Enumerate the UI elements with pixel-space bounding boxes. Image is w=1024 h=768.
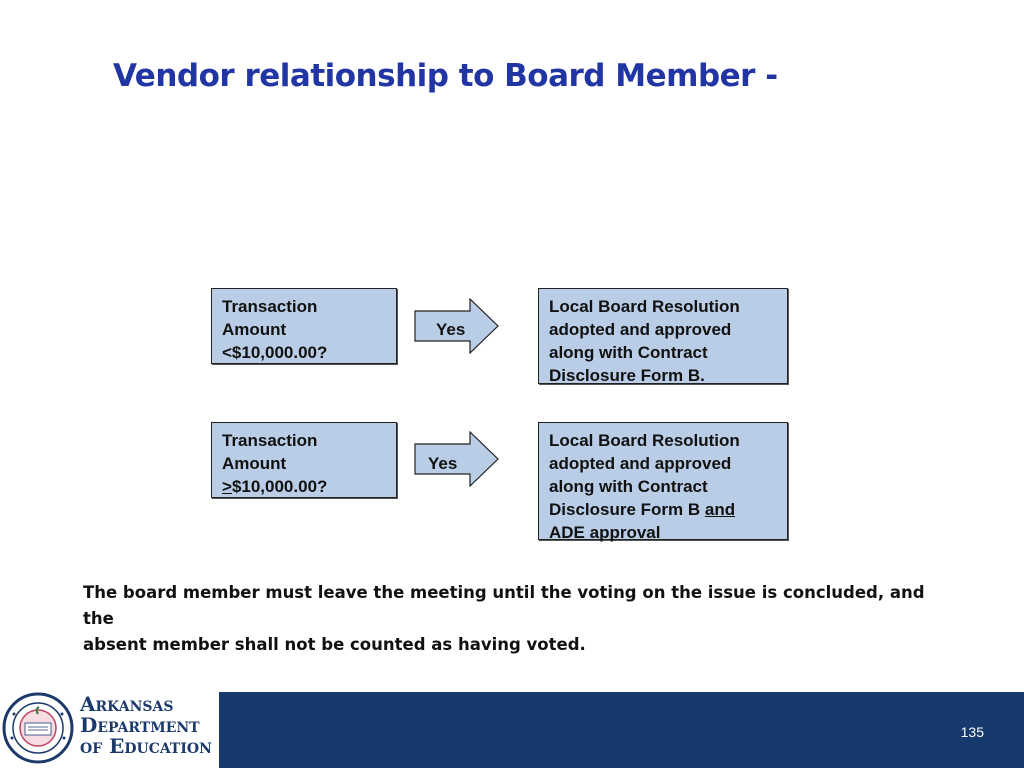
answer-line: along with Contract	[549, 343, 708, 362]
answer-text: Disclosure Form B	[549, 500, 705, 519]
ade-seal-icon	[2, 692, 74, 764]
answer-line: Local Board Resolution	[549, 297, 740, 316]
arrow-label: Yes	[436, 320, 466, 339]
ade-logo	[0, 686, 219, 768]
page-number: 135	[960, 724, 984, 740]
answer-box-row1	[538, 288, 788, 384]
answer-box-row2	[538, 422, 788, 540]
question-line: <$10,000.00?	[222, 343, 328, 362]
org-name-line: of Education	[80, 734, 212, 758]
answer-line: ADE approval	[549, 523, 661, 542]
question-box-10000-or-more	[211, 422, 397, 498]
note-line: The board member must leave the meeting until the voting on the issue is concluded, and the	[83, 583, 925, 628]
page-title: Vendor relationship to Board Member -	[113, 58, 778, 94]
answer-line	[549, 498, 777, 521]
arrow-label: Yes	[428, 454, 458, 473]
greater-equal-symbol: >	[222, 477, 232, 496]
answer-line: along with Contract	[549, 477, 708, 496]
question-line	[222, 475, 386, 498]
answer-line: adopted and approved	[549, 454, 732, 473]
question-amount: $10,000.00?	[231, 477, 328, 496]
org-name	[80, 694, 212, 757]
org-name-line: Arkansas	[80, 692, 174, 716]
question-line: Transaction	[222, 297, 318, 316]
answer-line: adopted and approved	[549, 320, 732, 339]
question-line: Amount	[222, 454, 287, 473]
answer-line: Local Board Resolution	[549, 431, 740, 450]
answer-line: Disclosure Form B.	[549, 366, 705, 385]
footer-band	[219, 692, 1024, 768]
question-line: Amount	[222, 320, 287, 339]
question-box-under-10000	[211, 288, 397, 364]
question-line: Transaction	[222, 431, 318, 450]
yes-arrow-row2	[414, 431, 500, 487]
org-name-line: Department	[80, 713, 200, 737]
and-underlined: and	[704, 500, 736, 519]
board-member-note	[83, 580, 943, 658]
yes-arrow-row1	[414, 298, 500, 354]
note-line: absent member shall not be counted as having voted.	[83, 635, 586, 654]
